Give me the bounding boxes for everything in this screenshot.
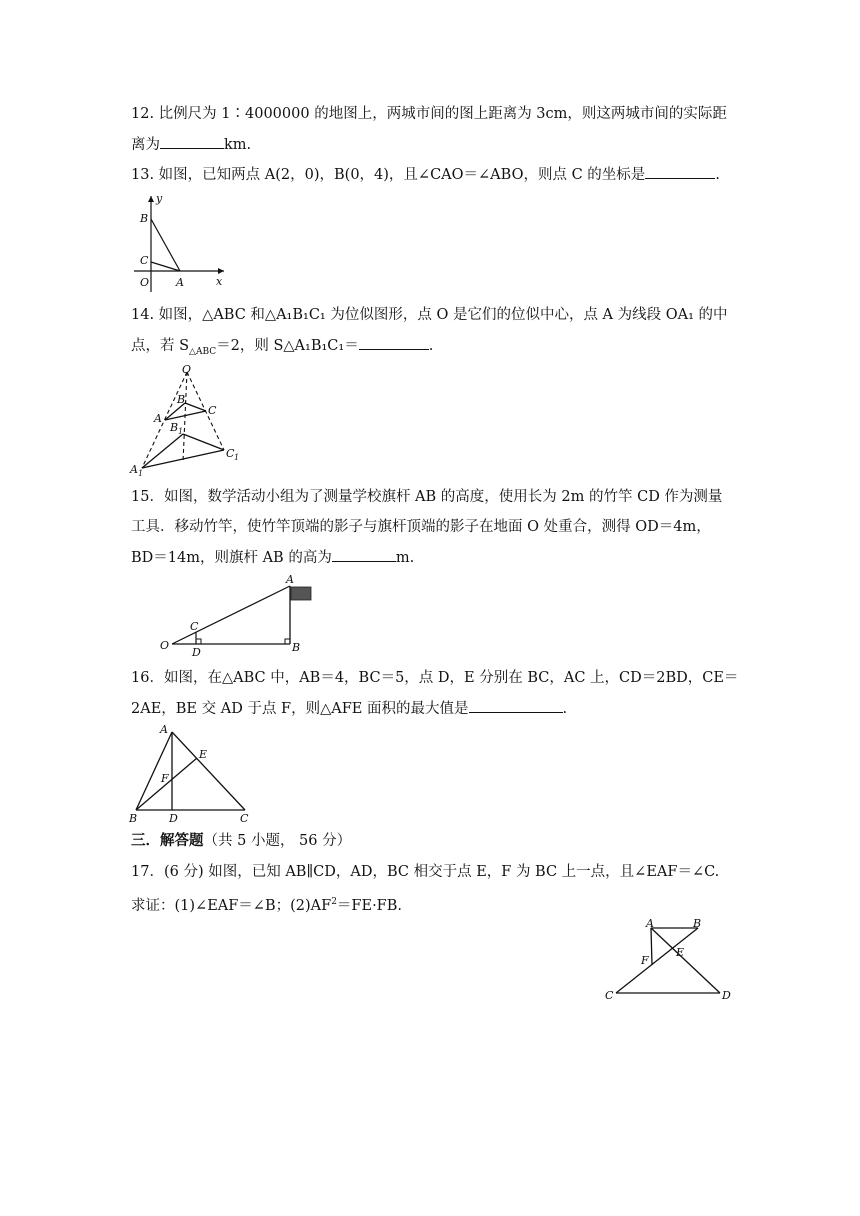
- q14-label-A1: A: [130, 463, 138, 476]
- q16-label-C: C: [240, 812, 249, 825]
- q13-text: [131, 164, 720, 185]
- q16-line2-post: .: [562, 701, 568, 717]
- q15-line2: 工具．移动竹竿，使竹竿顶端的影子与旗杆顶端的影子在地面 O 处重合，测得 OD＝4m，: [131, 519, 711, 535]
- q16-label-E: E: [199, 748, 208, 761]
- q14-line1: 14. 如图，△ABC 和△A₁B₁C₁ 为位似图形，点 O 是它们的位似中心，点 A 为线段 OA₁ 的中: [131, 307, 728, 323]
- section-3-heading: [131, 831, 351, 851]
- q14-label-C1: C: [226, 447, 235, 460]
- q14-label-A: A: [154, 412, 162, 425]
- q13-label-A: A: [176, 276, 184, 289]
- q13-label-O: O: [140, 276, 150, 289]
- q15-figure: [156, 572, 326, 659]
- q16-label-B: B: [129, 812, 138, 825]
- q12-line1: 12. 比例尺为 1∶4000000 的地图上，两城市间的图上距离为 3cm，则这两城市间的实际距: [131, 106, 727, 122]
- q14-label-C: C: [208, 404, 217, 417]
- q16-label-F: F: [161, 772, 169, 785]
- q15-label-A: A: [286, 573, 294, 586]
- q12-line2-post: km.: [224, 137, 252, 153]
- q13-text-pre: 13. 如图，已知两点 A(2，0)，B(0，4)，且∠CAO＝∠ABO，则点 C 的坐标是: [131, 167, 646, 183]
- section-3-note: （共 5 小题， 56 分）: [203, 833, 352, 849]
- q14-figure: [128, 362, 248, 478]
- q13-label-x: x: [216, 275, 223, 288]
- q14-label-A1-sub: 1: [138, 469, 144, 478]
- q17-line2-sup: 2: [331, 897, 337, 907]
- q14-label-C1-sub: 1: [234, 453, 240, 462]
- answer-blank: [332, 547, 396, 562]
- q13-text-post: .: [715, 167, 720, 183]
- q15-label-D: D: [192, 646, 201, 659]
- answer-blank: [469, 698, 563, 713]
- q17-line2-b: ＝FE·FB.: [336, 897, 403, 914]
- q17-line2-a: 求证：(1)∠EAF＝∠B；(2)AF: [131, 897, 332, 914]
- q15-line3: [131, 547, 414, 568]
- q15-line3-post: m.: [395, 550, 415, 566]
- q16-line2: [131, 698, 567, 719]
- q14-line2: [131, 335, 433, 362]
- q15-label-B: B: [292, 641, 301, 654]
- q16-figure: [128, 722, 258, 824]
- q12-line2: [131, 134, 251, 155]
- q17-label-B: B: [693, 917, 702, 930]
- q13-label-C: C: [140, 254, 149, 267]
- q16-label-D: D: [169, 812, 178, 825]
- q17-label-A: A: [646, 917, 654, 930]
- q13-figure: [128, 192, 228, 294]
- q16-line1: 16．如图，在△ABC 中，AB＝4，BC＝5，点 D，E 分别在 BC，AC 上，CD＝2BD，CE＝: [131, 670, 739, 686]
- q15-line3-pre: BD＝14m，则旗杆 AB 的高为: [131, 550, 332, 566]
- q14-line2-sub: △ABC: [189, 346, 217, 357]
- q17-label-C: C: [605, 989, 614, 1002]
- q17-figure: [600, 914, 740, 1004]
- q16-line2-pre: 2AE，BE 交 AD 于点 F，则△AFE 面积的最大值是: [131, 701, 469, 717]
- q15-label-C: C: [190, 620, 199, 633]
- answer-blank: [645, 164, 715, 179]
- q14-label-O: O: [182, 363, 192, 376]
- q16-label-A: A: [160, 723, 168, 736]
- q15-line1: 15．如图，数学活动小组为了测量学校旗杆 AB 的高度，使用长为 2m 的竹竿 CD 作为测量: [131, 489, 723, 505]
- q14-line2-b: ＝2，则 S△A₁B₁C₁＝: [216, 338, 359, 354]
- q14-line2-post: .: [428, 338, 434, 354]
- q14-label-B1: B: [170, 421, 179, 434]
- q15-label-O: O: [160, 639, 170, 652]
- section-3-title: 三．解答题: [131, 832, 204, 849]
- q17-label-F: F: [641, 954, 649, 967]
- answer-blank: [359, 335, 429, 350]
- q17-line1: 17．(6 分) 如图，已知 AB∥CD，AD，BC 相交于点 E，F 为 BC 上一点，且∠EAF＝∠C.: [131, 864, 720, 880]
- answer-blank: [160, 134, 224, 149]
- q17-line2: [131, 892, 402, 916]
- q13-label-B: B: [140, 212, 149, 225]
- q13-label-y: y: [156, 192, 163, 205]
- q14-line2-a: 点，若 S: [131, 338, 190, 354]
- q14-label-B: B: [177, 393, 186, 406]
- q12-line2-pre: 离为: [131, 137, 160, 153]
- q17-label-D: D: [722, 989, 731, 1002]
- q14-label-B1-sub: 1: [178, 427, 184, 436]
- q17-label-E: E: [676, 946, 685, 959]
